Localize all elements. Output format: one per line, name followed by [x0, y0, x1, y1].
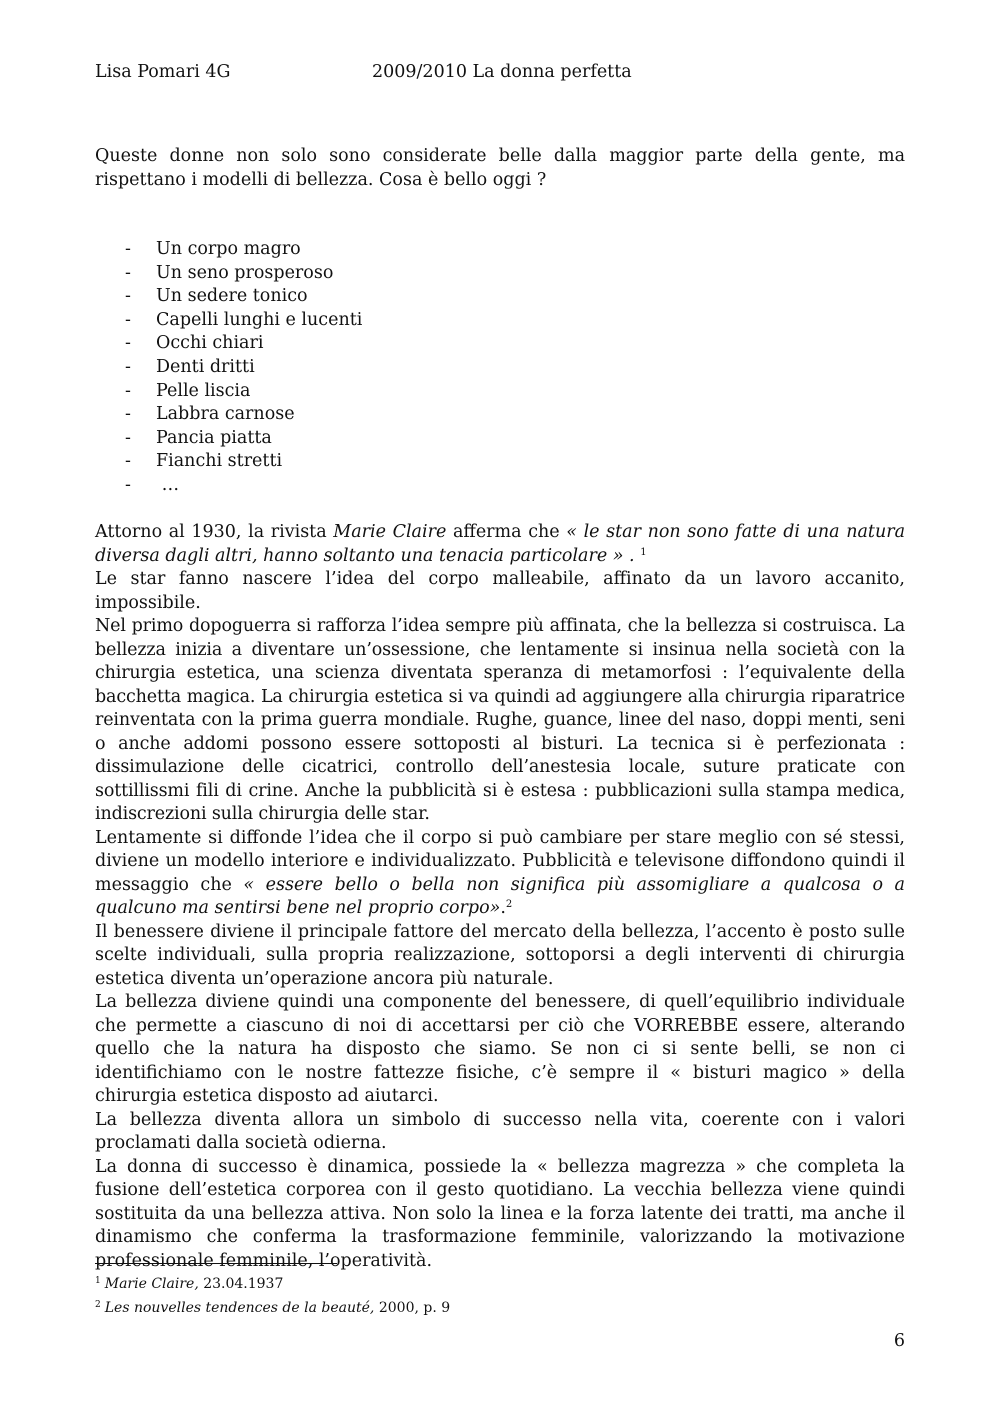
- bullet-dash: -: [125, 451, 131, 472]
- list-item-text: Denti dritti: [156, 356, 255, 377]
- p4-text: Lentamente si diffonde l’idea che il corpo si può cambiare per stare meglio con sé stessi, diviene un modello interiore e individualizzato. Pubblicità e televisone diffondono quindi il messaggio che: [95, 827, 905, 895]
- paragraph-componente: La bellezza diviene quindi una componente del benessere, di quell’equilibrio individuale che permette a ciascuno di noi di accettarsi per ciò che VORREBBE essere, alterando quello che la natura ha disposto che siamo. Se non ci si sente belli, se non ci identifichiamo con le nostre fattezze fisiche, c’è sempre il « bisturi magico » della chirurgia estetica disposto ad aiutarci.: [95, 992, 905, 1106]
- list-item-text: Un sedere tonico: [156, 286, 308, 307]
- list-item-text: …: [156, 474, 180, 495]
- footnote-number: 2: [95, 1300, 101, 1310]
- footnote-2: [95, 1296, 695, 1320]
- footnotes: [95, 1272, 695, 1320]
- paragraph-star: Le star fanno nascere l’idea del corpo malleabile, affinato da un lavoro accanito, impossibile.: [95, 569, 905, 613]
- page-header: [95, 62, 905, 84]
- footnote-title: Marie Claire,: [104, 1276, 199, 1292]
- footnote-number: 1: [95, 1276, 101, 1286]
- footnote-ref-1[interactable]: 1: [640, 546, 647, 558]
- paragraph-donna-dinamica: La donna di successo è dinamica, possiede la « bellezza magrezza » che completa la fusione dell’estetica corporea con il gesto quotidiano. La vecchia bellezza viene quindi sostituita da una bellezza attiva. Non solo la linea e la forza latente dei tratti, ma anche il dinamismo che conferma la trasformazione femminile, valorizzando la motivazione professionale femminile, l’operatività.: [95, 1156, 905, 1271]
- magazine-name: Marie Claire: [333, 522, 447, 542]
- list-item-text: Un corpo magro: [156, 239, 301, 259]
- p4-after: .: [500, 898, 506, 918]
- pubblicita-quote: « essere bello o bella non significa più assomigliare a qualcosa o a qualcuno ma sentirsi bene nel proprio corpo»: [95, 874, 905, 918]
- header-year-title: 2009/2010 La donna perfetta: [372, 62, 632, 82]
- list-item: [95, 403, 495, 427]
- header-author: Lisa Pomari 4G: [95, 62, 231, 82]
- footnote-detail: 2000, p. 9: [374, 1300, 451, 1316]
- bullet-dash: -: [125, 333, 131, 354]
- list-item: [95, 285, 495, 309]
- footnote-title: Les nouvelles tendences de la beauté,: [104, 1300, 375, 1316]
- bullet-dash: -: [125, 309, 131, 330]
- paragraph-marie-claire: [95, 521, 905, 568]
- bullet-dash: -: [125, 380, 131, 401]
- list-item-text: Capelli lunghi e lucenti: [156, 309, 363, 330]
- beauty-list: [95, 238, 495, 498]
- list-item-text: Un seno prosperoso: [156, 262, 334, 283]
- main-text: [95, 521, 905, 1273]
- list-item-text: Labbra carnose: [156, 404, 295, 425]
- list-item: [95, 332, 495, 356]
- bullet-dash: -: [125, 427, 131, 448]
- paragraph-successo: La bellezza diventa allora un simbolo di successo nella vita, coerente con i valori proclamati dalla società odierna.: [95, 1109, 905, 1153]
- list-item-text: Pelle liscia: [156, 380, 251, 401]
- footnote-ref-2[interactable]: 2: [505, 899, 513, 910]
- list-item-text: Fianchi stretti: [156, 451, 283, 472]
- paragraph-dopoguerra: Nel primo dopoguerra si rafforza l’idea sempre più affinata, che la bellezza si costruisca. La bellezza inizia a diventare un’ossessione, che lentamente si insinua nella società con la chirurgia estetica, una scienza diventata speranza di metamorfosi : l’equivalente della bacchetta magica. La chirurgia estetica si va quindi ad aggiungere alla chirurgia riparatrice reinventata con la prima guerra mondiale. Rughe, guance, linee del naso, doppi menti, seni o anche addomi possono essere sottoposti al bisturi. La tecnica si è perfezionata : dissimulazione delle cicatrici, controllo dell’anestesia locale, suture praticate con sottillissmi fili di crine. Anche la pubblicità si è estesa : pubblicazioni sulla stampa medica, indiscrezioni sulla chirurgia delle star.: [95, 616, 905, 824]
- bullet-dash: -: [125, 404, 131, 425]
- bullet-dash: -: [125, 474, 131, 495]
- marie-claire-quote: « le star non sono fatte di una natura diversa dagli altri, hanno soltanto una tenacia particolare » .: [95, 522, 906, 566]
- list-item: [95, 238, 495, 262]
- list-item: [95, 474, 495, 498]
- footnote-1: [95, 1272, 695, 1296]
- intro-paragraph: Queste donne non solo sono considerate belle dalla maggior parte della gente, ma rispettano i modelli di bellezza. Cosa è bello oggi ?: [95, 146, 905, 190]
- list-item-text: Occhi chiari: [156, 333, 264, 354]
- list-item: [95, 356, 495, 380]
- list-item: [95, 450, 495, 474]
- footnote-separator: [95, 1263, 337, 1264]
- p1-text: Attorno al 1930, la rivista: [95, 522, 334, 542]
- bullet-dash: -: [125, 239, 131, 259]
- list-item: [95, 309, 495, 333]
- list-item: [95, 262, 495, 286]
- paragraph-mercato: Il benessere diviene il principale fattore del mercato della bellezza, l’accento è posto sulle scelte individuali, sulla propria realizzazione, sottoporsi a degli interventi di chirurgia estetica diventa un’operazione ancora più naturale.: [95, 921, 905, 989]
- p1-middle: afferma che: [446, 522, 567, 542]
- list-item: [95, 427, 495, 451]
- paragraph-benessere-idea: [95, 827, 905, 921]
- page-number: 6: [893, 1331, 905, 1351]
- bullet-dash: -: [125, 262, 131, 283]
- bullet-dash: -: [125, 286, 131, 307]
- list-item-text: Pancia piatta: [156, 427, 272, 448]
- list-item: [95, 380, 495, 404]
- footnote-detail: 23.04.1937: [198, 1276, 284, 1292]
- bullet-dash: -: [125, 356, 131, 377]
